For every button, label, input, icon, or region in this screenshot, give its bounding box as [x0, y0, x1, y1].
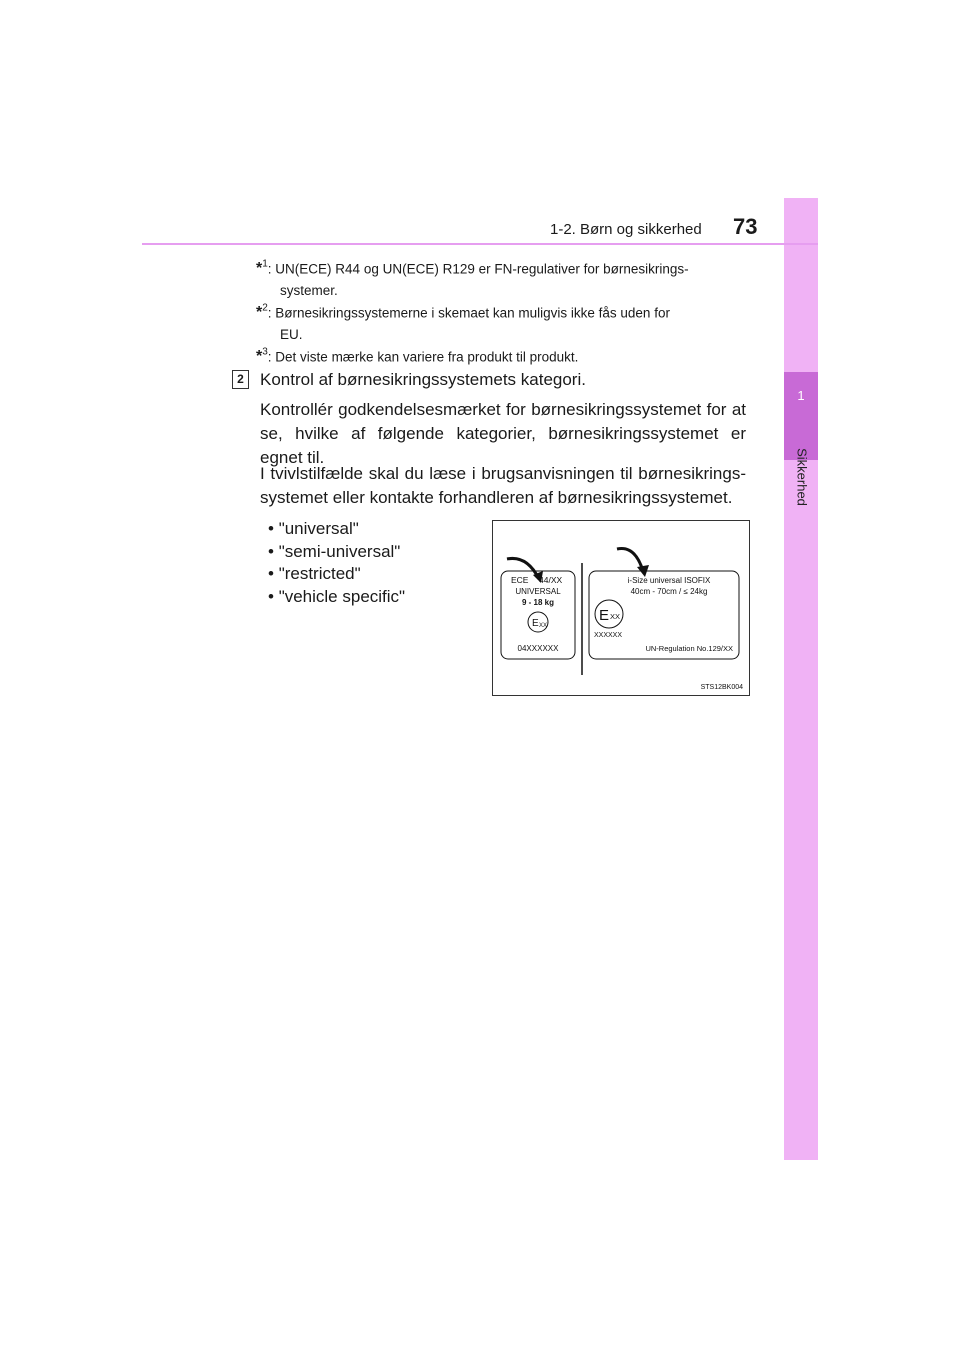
approval-mark-figure [492, 520, 750, 696]
list-item: • "semi-universal" [268, 541, 405, 564]
svg-text:ECE: ECE [511, 575, 529, 585]
list-item: • "restricted" [268, 563, 405, 586]
list-item: • "vehicle specific" [268, 586, 405, 609]
svg-text:i-Size universal ISOFIX: i-Size universal ISOFIX [627, 576, 711, 585]
svg-text:40cm - 70cm / ≤ 24kg: 40cm - 70cm / ≤ 24kg [630, 587, 708, 596]
step-paragraph-1: Kontrollér godkendelsesmærket for børnesikringssystemet for at se, hvilke af følgende kategorier, børnesikringssystemet er egnet til. [260, 400, 746, 467]
footnote-2: *$^2$: Børnesikringssystemerne i skemaet kan muligvis ikke fås uden for EU. [256, 303, 670, 343]
footnote-3: *$^3$: Det viste mærke kan variere fra produkt til produkt. [256, 347, 579, 366]
svg-text:04XXXXXX: 04XXXXXX [517, 644, 559, 653]
svg-text:UN-Regulation No.129/XX: UN-Regulation No.129/XX [645, 644, 733, 653]
footnote-1: *$^1$: UN(ECE) R44 og UN(ECE) R129 er FN-regulativer for børnesikrings- systemer. [256, 259, 689, 299]
footnote-mark: *$^3$ [256, 347, 268, 366]
footnote-mark: *$^2$ [256, 303, 268, 322]
page-number: 73 [733, 214, 758, 239]
chapter-label: Sikkerhed [794, 448, 810, 506]
section-title: 1-2. Børn og sikkerhed [550, 221, 702, 238]
svg-text:9 - 18 kg: 9 - 18 kg [521, 598, 555, 607]
svg-text:XXXXXX: XXXXXX [594, 632, 623, 639]
svg-text:E: E [599, 607, 610, 624]
svg-text:E: E [532, 618, 539, 629]
category-list [268, 518, 405, 608]
chapter-number: 1 [797, 388, 805, 403]
step-number-box: 2 [232, 370, 249, 389]
list-item: • "universal" [268, 518, 405, 541]
chapter-side-tab [784, 198, 818, 1160]
step-title: Kontrol af børnesikringssystemets kategori. [260, 370, 586, 389]
svg-text:XX: XX [539, 623, 548, 629]
header-rule [142, 243, 818, 245]
footnote-mark: *$^1$ [256, 259, 268, 278]
step-paragraph-2: I tvivlstilfælde skal du læse i brugsanvisningen til børnesikrings-systemet eller kontakte forhandleren af børnesikringssystemet. [260, 464, 746, 507]
svg-text:UNIVERSAL: UNIVERSAL [515, 587, 561, 596]
svg-text:44/XX: 44/XX [539, 575, 563, 585]
svg-text:STS12BK004: STS12BK004 [700, 684, 743, 691]
svg-text:XX: XX [610, 612, 621, 621]
